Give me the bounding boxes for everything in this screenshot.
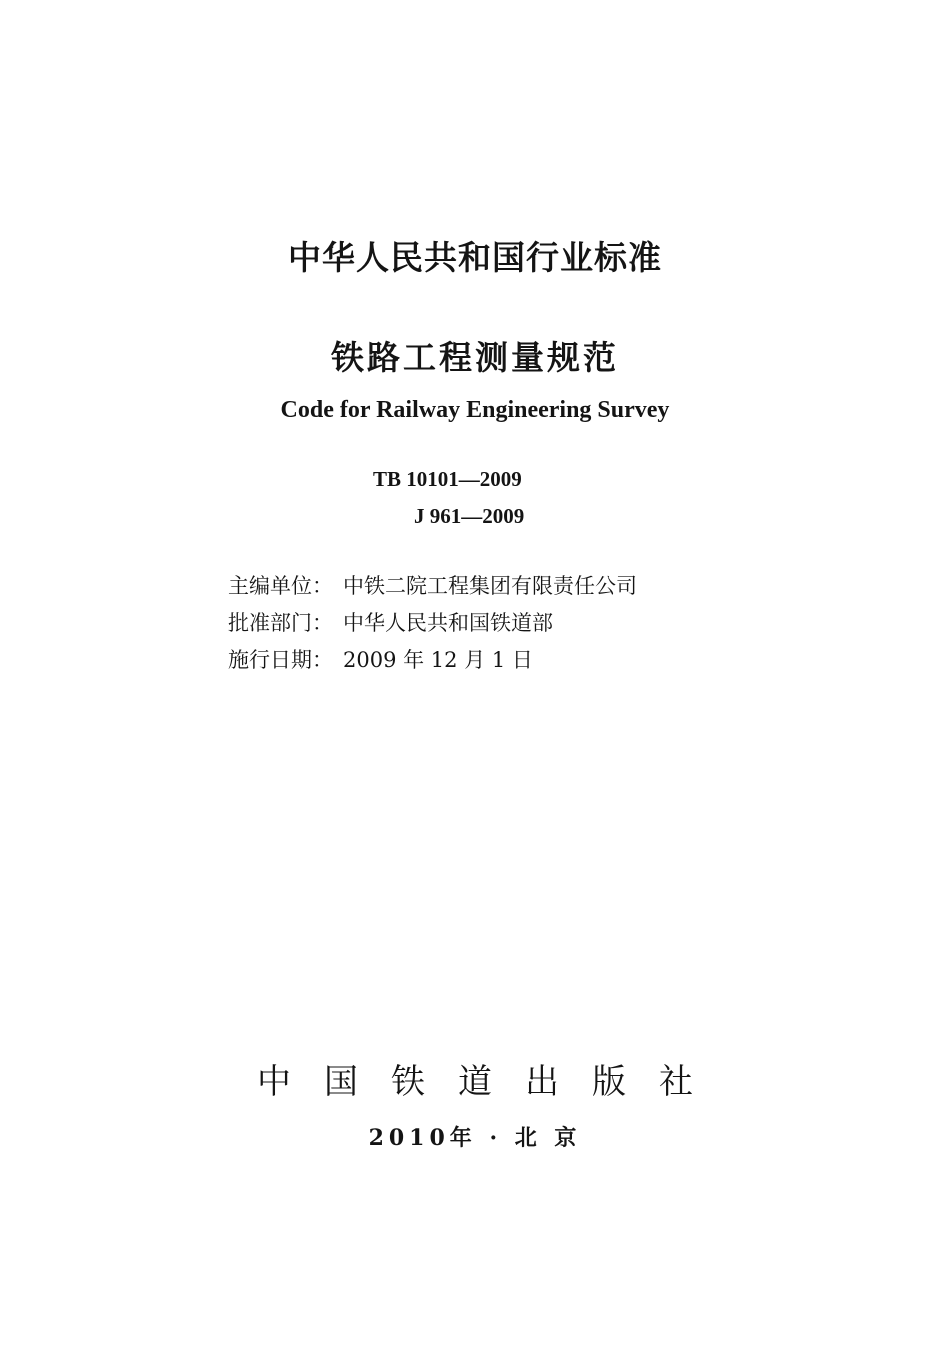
chief-editor-value: 中铁二院工程集团有限责任公司 bbox=[343, 574, 637, 598]
standard-code-j: J 961—2009 bbox=[414, 504, 525, 528]
publication-imprint: 2010年 · 北 京 bbox=[368, 1125, 582, 1151]
document-title-chinese: 铁路工程测量规范 bbox=[331, 338, 619, 377]
effective-date-row bbox=[228, 642, 637, 679]
approval-label: 批准部门： bbox=[228, 611, 333, 635]
chief-editor-label: 主编单位： bbox=[228, 574, 333, 598]
effective-date-label: 施行日期： bbox=[228, 648, 333, 672]
publisher-name: 中国铁道出版社 bbox=[257, 1062, 726, 1102]
standard-series-title: 中华人民共和国行业标准 bbox=[288, 238, 662, 277]
effective-date-value: 2009 年 12 月 1 日 bbox=[343, 648, 533, 672]
standard-code-tb: TB 10101—2009 bbox=[373, 467, 522, 491]
publication-info bbox=[228, 568, 637, 679]
chief-editor-row bbox=[228, 568, 637, 605]
approval-value: 中华人民共和国铁道部 bbox=[343, 611, 553, 635]
approval-row bbox=[228, 605, 637, 642]
document-title-english: Code for Railway Engineering Survey bbox=[280, 397, 670, 423]
